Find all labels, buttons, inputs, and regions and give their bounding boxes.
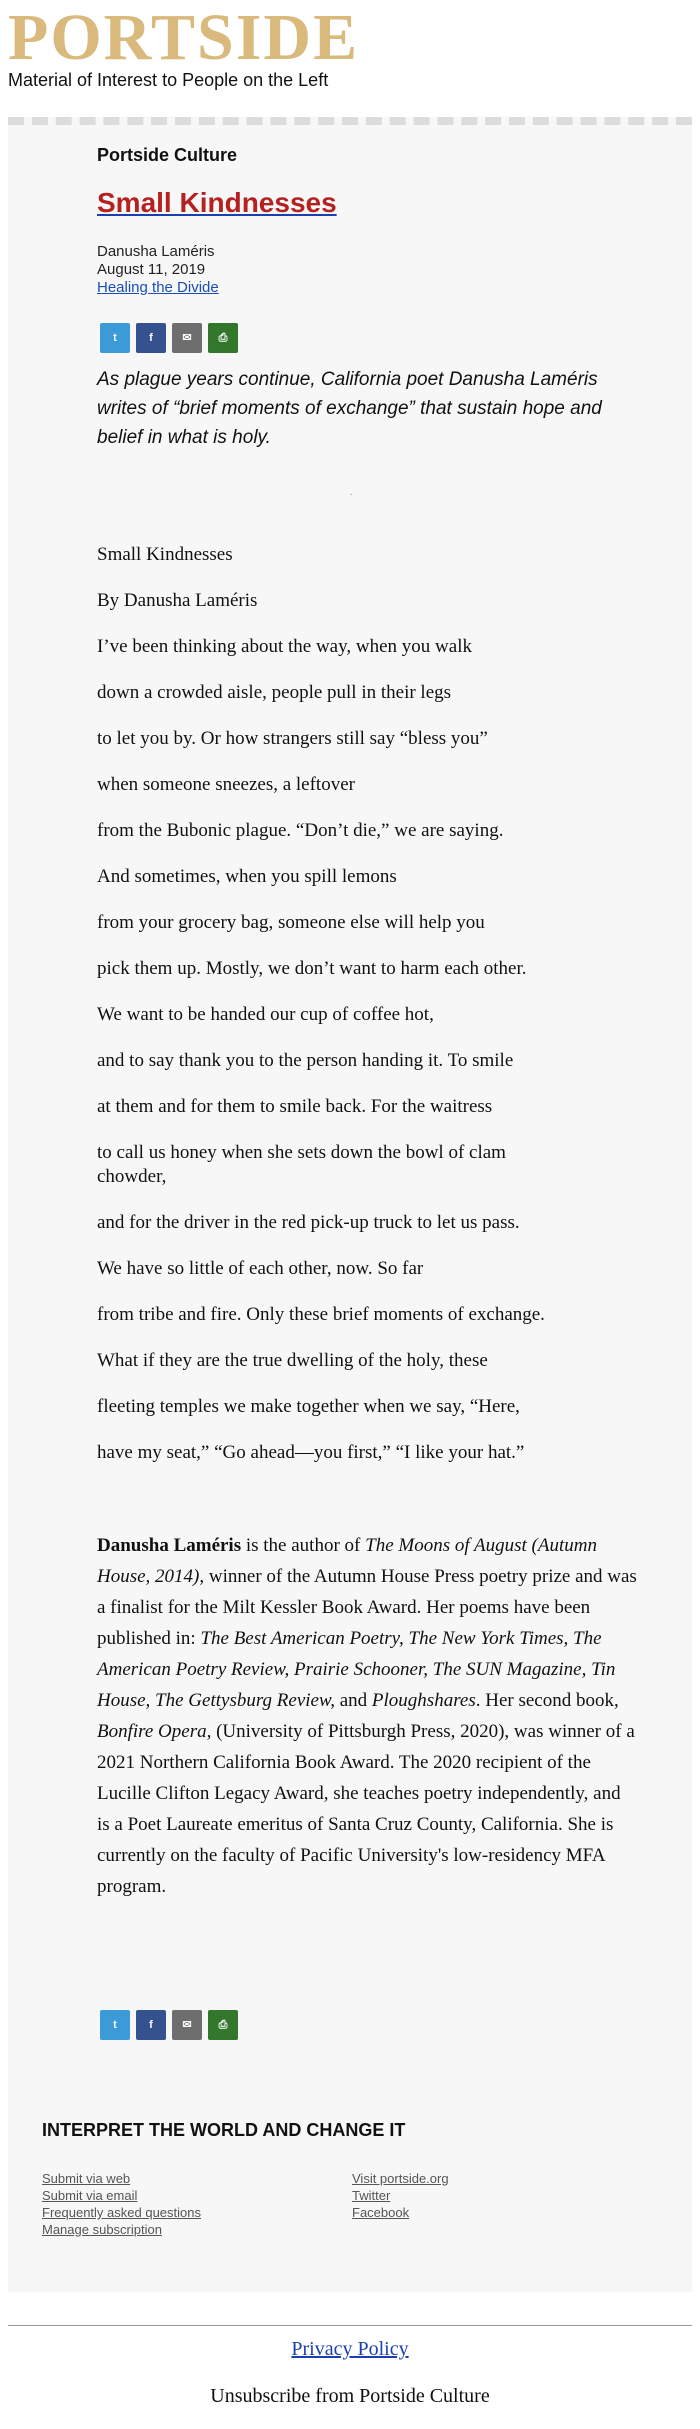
poem-line: I’ve been thinking about the way, when you walk (97, 636, 472, 657)
poem-line: We have so little of each other, now. So far (97, 1258, 424, 1279)
facebook-link[interactable]: Facebook (352, 2205, 410, 2220)
bio-text: and (334, 1690, 372, 1711)
section-label: Portside Culture (97, 145, 238, 165)
bio-publications: The Best American Poetry, The New York Times, The American Poetry Review, Prairie Schooner, The SUN Magazine, Tin House, The Gettysburg Review, (97, 1628, 616, 1711)
bio-text: is the author of (241, 1535, 366, 1556)
bio-book1: The Moons of August (Autumn House, 2014) (97, 1535, 597, 1587)
share-bar-top (100, 323, 238, 353)
faq-link[interactable]: Frequently asked questions (42, 2205, 201, 2220)
share-bar-bottom (100, 2010, 238, 2040)
poem-line: from your grocery bag, someone else will help you (97, 912, 485, 933)
masthead (8, 1, 692, 91)
print-icon[interactable]: ⎙ (208, 2010, 238, 2040)
bio-text: . Her second book, (475, 1690, 619, 1711)
portside-logo[interactable]: PORTSIDE (8, 1, 360, 74)
poem-line: down a crowded aisle, people pull in their legs (97, 682, 452, 703)
facebook-share-icon[interactable]: f (136, 2010, 166, 2040)
twitter-share-icon[interactable]: t (100, 323, 130, 353)
poem-line: and to say thank you to the person handing it. To smile (97, 1050, 514, 1071)
article-summary: As plague years continue, California poet Danusha Laméris writes of “brief moments of exchange” that sustain hope and belief in what is holy. (97, 369, 602, 448)
bio-name: Danusha Laméris (97, 1535, 242, 1556)
facebook-share-icon[interactable]: f (136, 323, 166, 353)
visit-portside-link[interactable]: Visit portside.org (352, 2171, 449, 2186)
poem-line: pick them up. Mostly, we don’t want to harm each other. (97, 958, 527, 979)
footer-heading: INTERPRET THE WORLD AND CHANGE IT (42, 2120, 406, 2140)
poem-line: And sometimes, when you spill lemons (97, 866, 397, 887)
source-link[interactable]: Healing the Divide (97, 279, 219, 296)
poem-line: from tribe and fire. Only these brief moments of exchange. (97, 1304, 545, 1325)
bio-book2: Bonfire Opera, (97, 1721, 212, 1742)
submit-email-link[interactable]: Submit via email (42, 2188, 138, 2203)
poem-line: We want to be handed our cup of coffee hot, (97, 1004, 434, 1025)
privacy-row (0, 2338, 700, 2361)
footer-divider (8, 2325, 692, 2326)
poem-line: and for the driver in the red pick-up truck to let us pass. (97, 1212, 520, 1233)
footer-links-left (42, 2170, 201, 2238)
email-share-icon[interactable]: ✉ (172, 323, 202, 353)
poem-line: at them and for them to smile back. For the waitress (97, 1096, 493, 1117)
article-meta (97, 243, 219, 297)
bio-text: (University of Pittsburgh Press, 2020), was winner of a 2021 Northern California Book Award. The 2020 recipient of the Lucille Clifton Legacy Award, she teaches poetry independently, and is a Poet Laureate emeritus of Santa Cruz County, California. She is currently on the faculty of Pacific University's low-residency MFA program. (97, 1721, 635, 1897)
date: August 11, 2019 (97, 261, 206, 278)
author: Danusha Laméris (97, 243, 215, 260)
footer-links-right (352, 2170, 449, 2221)
article-panel (8, 117, 692, 2292)
poem (97, 543, 637, 1487)
bio-publication-last: Ploughshares (371, 1690, 476, 1711)
print-icon[interactable]: ⎙ (208, 323, 238, 353)
unsubscribe-link[interactable]: Unsubscribe from Portside Culture (210, 2385, 490, 2407)
tagline: Material of Interest to People on the Left (8, 70, 329, 90)
email-share-icon[interactable]: ✉ (172, 2010, 202, 2040)
submit-web-link[interactable]: Submit via web (42, 2171, 131, 2186)
poem-line: to call us honey when she sets down the bowl of clam chowder, (97, 1142, 506, 1187)
poem-line: By Danusha Laméris (97, 590, 258, 611)
author-bio (97, 1530, 637, 1902)
manage-subscription-link[interactable]: Manage subscription (42, 2222, 162, 2237)
twitter-share-icon[interactable]: t (100, 2010, 130, 2040)
poem-line: fleeting temples we make together when we say, “Here, (97, 1396, 520, 1417)
poem-line: to let you by. Or how strangers still say “bless you” (97, 728, 488, 749)
article-title[interactable]: Small Kindnesses (97, 187, 337, 218)
poem-line: have my seat,” “Go ahead—you first,” “I like your hat.” (97, 1442, 525, 1463)
privacy-policy-link[interactable]: Privacy Policy (291, 2338, 409, 2360)
twitter-link[interactable]: Twitter (352, 2188, 391, 2203)
poem-line: Small Kindnesses (97, 544, 233, 565)
bio-text: , winner of the Autumn House Press poetry prize and was a finalist for the Milt Kessler Book Award. Her poems have been published in: (97, 1566, 637, 1649)
poem-line: from the Bubonic plague. “Don’t die,” we are saying. (97, 820, 504, 841)
separator-dot: . (350, 487, 353, 498)
poem-line: when someone sneezes, a leftover (97, 774, 355, 795)
poem-line: What if they are the true dwelling of the holy, these (97, 1350, 488, 1371)
